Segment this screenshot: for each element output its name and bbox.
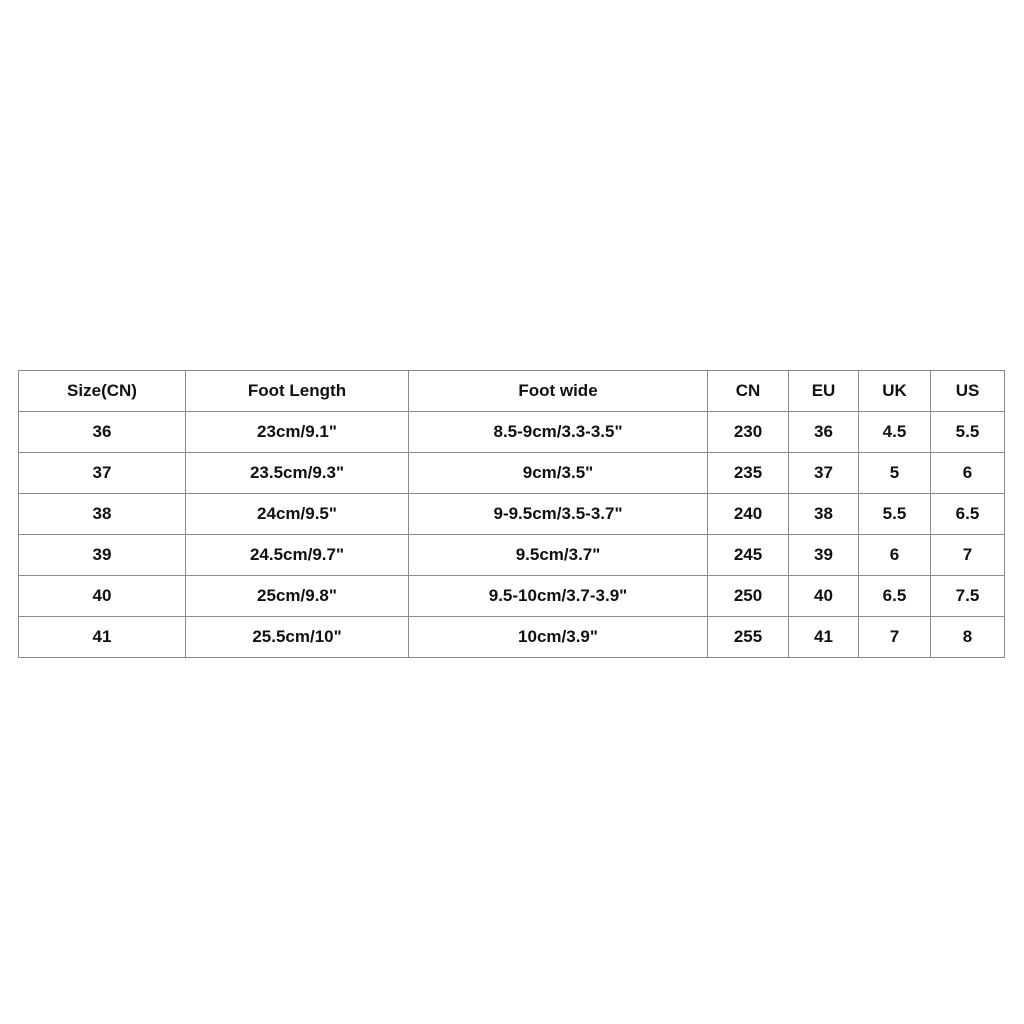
cell-foot-length: 23.5cm/9.3": [186, 453, 409, 494]
table-row: [19, 617, 1005, 658]
cell-us: 6.5: [931, 494, 1005, 535]
table-row: [19, 494, 1005, 535]
cell-uk: 6: [859, 535, 931, 576]
cell-cn: 230: [708, 412, 789, 453]
cell-uk: 4.5: [859, 412, 931, 453]
cell-uk: 6.5: [859, 576, 931, 617]
cell-size-cn: 40: [19, 576, 186, 617]
cell-foot-wide: 8.5-9cm/3.3-3.5": [409, 412, 708, 453]
table-row: [19, 576, 1005, 617]
cell-cn: 245: [708, 535, 789, 576]
cell-cn: 240: [708, 494, 789, 535]
cell-uk: 5.5: [859, 494, 931, 535]
cell-eu: 38: [789, 494, 859, 535]
cell-foot-wide: 9cm/3.5": [409, 453, 708, 494]
cell-eu: 41: [789, 617, 859, 658]
cell-foot-wide: 9.5-10cm/3.7-3.9": [409, 576, 708, 617]
size-chart-table: [18, 370, 1005, 658]
cell-eu: 37: [789, 453, 859, 494]
table-row: [19, 535, 1005, 576]
cell-foot-length: 24.5cm/9.7": [186, 535, 409, 576]
cell-foot-length: 25.5cm/10": [186, 617, 409, 658]
cell-us: 6: [931, 453, 1005, 494]
cell-foot-length: 23cm/9.1": [186, 412, 409, 453]
cell-size-cn: 41: [19, 617, 186, 658]
header-size-cn: Size(CN): [19, 371, 186, 412]
cell-cn: 255: [708, 617, 789, 658]
cell-uk: 5: [859, 453, 931, 494]
cell-us: 7: [931, 535, 1005, 576]
cell-foot-wide: 9-9.5cm/3.5-3.7": [409, 494, 708, 535]
cell-size-cn: 36: [19, 412, 186, 453]
cell-size-cn: 37: [19, 453, 186, 494]
cell-eu: 40: [789, 576, 859, 617]
header-foot-wide: Foot wide: [409, 371, 708, 412]
cell-eu: 36: [789, 412, 859, 453]
cell-cn: 235: [708, 453, 789, 494]
cell-size-cn: 38: [19, 494, 186, 535]
cell-foot-wide: 9.5cm/3.7": [409, 535, 708, 576]
cell-us: 8: [931, 617, 1005, 658]
header-row: [19, 371, 1005, 412]
cell-size-cn: 39: [19, 535, 186, 576]
table-row: [19, 453, 1005, 494]
header-foot-length: Foot Length: [186, 371, 409, 412]
cell-foot-length: 25cm/9.8": [186, 576, 409, 617]
header-us: US: [931, 371, 1005, 412]
cell-us: 5.5: [931, 412, 1005, 453]
header-cn: CN: [708, 371, 789, 412]
cell-cn: 250: [708, 576, 789, 617]
cell-us: 7.5: [931, 576, 1005, 617]
cell-foot-wide: 10cm/3.9": [409, 617, 708, 658]
header-uk: UK: [859, 371, 931, 412]
header-eu: EU: [789, 371, 859, 412]
table-row: [19, 412, 1005, 453]
cell-uk: 7: [859, 617, 931, 658]
cell-eu: 39: [789, 535, 859, 576]
cell-foot-length: 24cm/9.5": [186, 494, 409, 535]
